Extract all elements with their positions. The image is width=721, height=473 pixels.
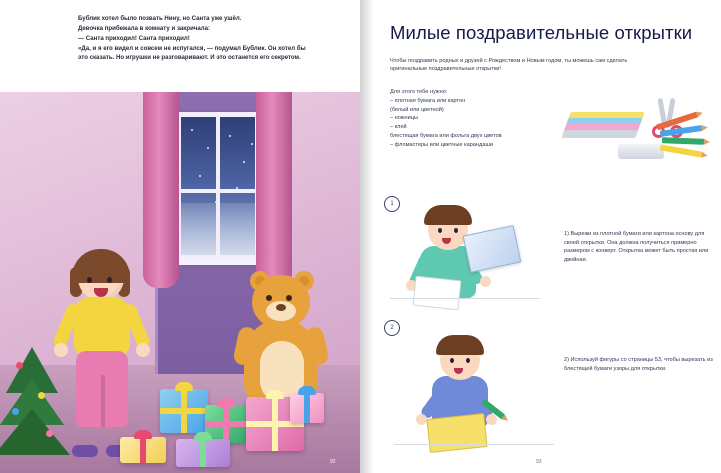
gift-box: [160, 389, 208, 433]
page-number-right: 93: [536, 459, 542, 465]
step-number-badge: 1: [384, 196, 400, 212]
left-page: [0, 0, 360, 473]
glue-stick-icon: [618, 144, 664, 159]
materials-illustration: [560, 96, 710, 178]
step-1: [384, 196, 714, 306]
curtain-right: [256, 92, 292, 288]
table-edge: [390, 298, 540, 299]
step-1-text: 1) Вырежи из плотной бумаги или картона основу для своей открытки. Она должна получиться примерно размером с конверт. Открытка может быть простая или двойная.: [564, 231, 709, 263]
gift-box: [176, 439, 230, 467]
right-page: [360, 0, 721, 473]
left-paragraph: «Да, и я его видел и совсем не испугался, — подумал Бублик. Он хотел бы это сказать. Но игрушки не разговаривают. И это останется его секретом.: [78, 44, 306, 62]
white-card-illustration: [413, 276, 462, 311]
material-item: – фломастеры или цветные карандаши: [390, 141, 494, 148]
materials-heading: Для этого тебе нужно:: [390, 89, 448, 95]
table-edge: [394, 444, 554, 445]
page-title: Милые поздравительные открытки: [390, 22, 693, 43]
material-item: – плотная бумага или картон: [390, 97, 466, 104]
gift-box: [290, 393, 324, 423]
window-mullion-vertical: [216, 117, 220, 255]
left-paragraph: Девочка прибежала в комнату и закричала:: [78, 24, 211, 32]
step-2-text: 2) Используй фигуры со страницы 53, чтобы вырезать из блестящей бумаги узоры для открытки.: [564, 357, 713, 372]
page-number-left: 92: [330, 459, 336, 465]
yellow-card-illustration: [426, 413, 487, 453]
pencil-icon: [662, 137, 704, 144]
girl-character: [58, 255, 150, 451]
left-paragraph: — Санта приходил! Санта приходил!: [78, 34, 190, 42]
step-number-badge: 2: [384, 320, 400, 336]
window-mullion-horizontal: [181, 189, 255, 193]
step-2: [384, 320, 714, 450]
window-sill: [170, 258, 266, 265]
material-item: – ножницы: [390, 115, 418, 122]
gift-box: [120, 437, 166, 463]
window: [176, 112, 260, 260]
material-item: – клей: [390, 124, 407, 131]
gutter-shadow: [360, 0, 374, 473]
material-item: блестящая бумага или фольга двух цветов: [390, 132, 502, 139]
material-item: (белый или цветной): [390, 106, 444, 113]
paper-stack-icon: [561, 112, 644, 138]
pencil-icon: [660, 144, 702, 157]
intro-paragraph: Чтобы поздравить родных и друзей с Рождеством и Новым годом, ты можешь сам сделать оригинальные поздравительные открытки!: [390, 58, 628, 73]
left-paragraph: Бублик хотел было позвать Нину, но Санта уже ушёл.: [78, 15, 242, 22]
left-page-text: [78, 14, 310, 63]
